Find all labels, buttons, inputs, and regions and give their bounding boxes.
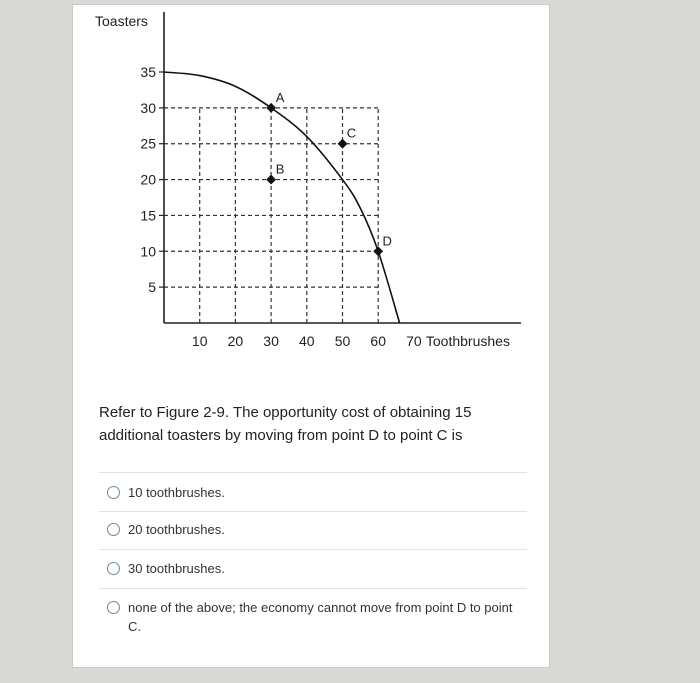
answer-option-4[interactable]	[107, 598, 527, 636]
point-label: D	[382, 233, 392, 249]
x-tick-label: 20	[227, 333, 244, 349]
point-label: C	[346, 125, 357, 141]
y-tick-label: 20	[140, 171, 156, 188]
y-tick-label: 5	[148, 279, 156, 296]
x-tick-label: 40	[299, 333, 315, 349]
x-axis-title: Toothbrushes	[425, 333, 510, 349]
answer-option-label: 10 toothbrushes.	[128, 485, 225, 500]
answer-option-label: 20 toothbrushes.	[128, 522, 225, 537]
radio-button[interactable]	[107, 601, 120, 614]
point-a-marker	[266, 103, 276, 113]
x-tick-label: 50	[334, 333, 351, 349]
answer-option-1[interactable]	[107, 483, 527, 502]
x-tick-label: 10	[191, 333, 208, 349]
radio-button[interactable]	[107, 486, 120, 499]
point-label: A	[275, 89, 285, 105]
y-axis-title: Toasters	[95, 13, 148, 29]
x-tick-label: 70	[406, 333, 422, 349]
divider	[99, 472, 527, 473]
answer-option-label: 30 toothbrushes.	[128, 561, 225, 576]
y-tick-label: 25	[140, 135, 156, 152]
question-card	[72, 4, 550, 668]
answer-option-3[interactable]	[107, 559, 527, 578]
answer-option-2[interactable]	[107, 520, 527, 539]
answer-option-label: none of the above; the economy cannot move from point D to point C.	[128, 600, 513, 634]
x-tick-label: 60	[370, 333, 386, 349]
x-tick-label: 30	[263, 333, 279, 349]
point-b-marker	[266, 175, 276, 185]
ppf-figure	[73, 5, 549, 365]
radio-button[interactable]	[107, 523, 120, 536]
question-text: Refer to Figure 2-9. The opportunity cost of obtaining 15 additional toasters by moving from point D to point C is	[99, 404, 472, 444]
y-tick-label: 15	[140, 207, 156, 224]
y-tick-label: 35	[140, 64, 156, 80]
point-label: B	[275, 161, 285, 177]
y-tick-label: 30	[140, 99, 156, 116]
y-tick-label: 10	[140, 243, 156, 260]
divider	[99, 588, 527, 589]
radio-button[interactable]	[107, 562, 120, 575]
divider	[99, 549, 527, 550]
divider	[99, 511, 527, 512]
